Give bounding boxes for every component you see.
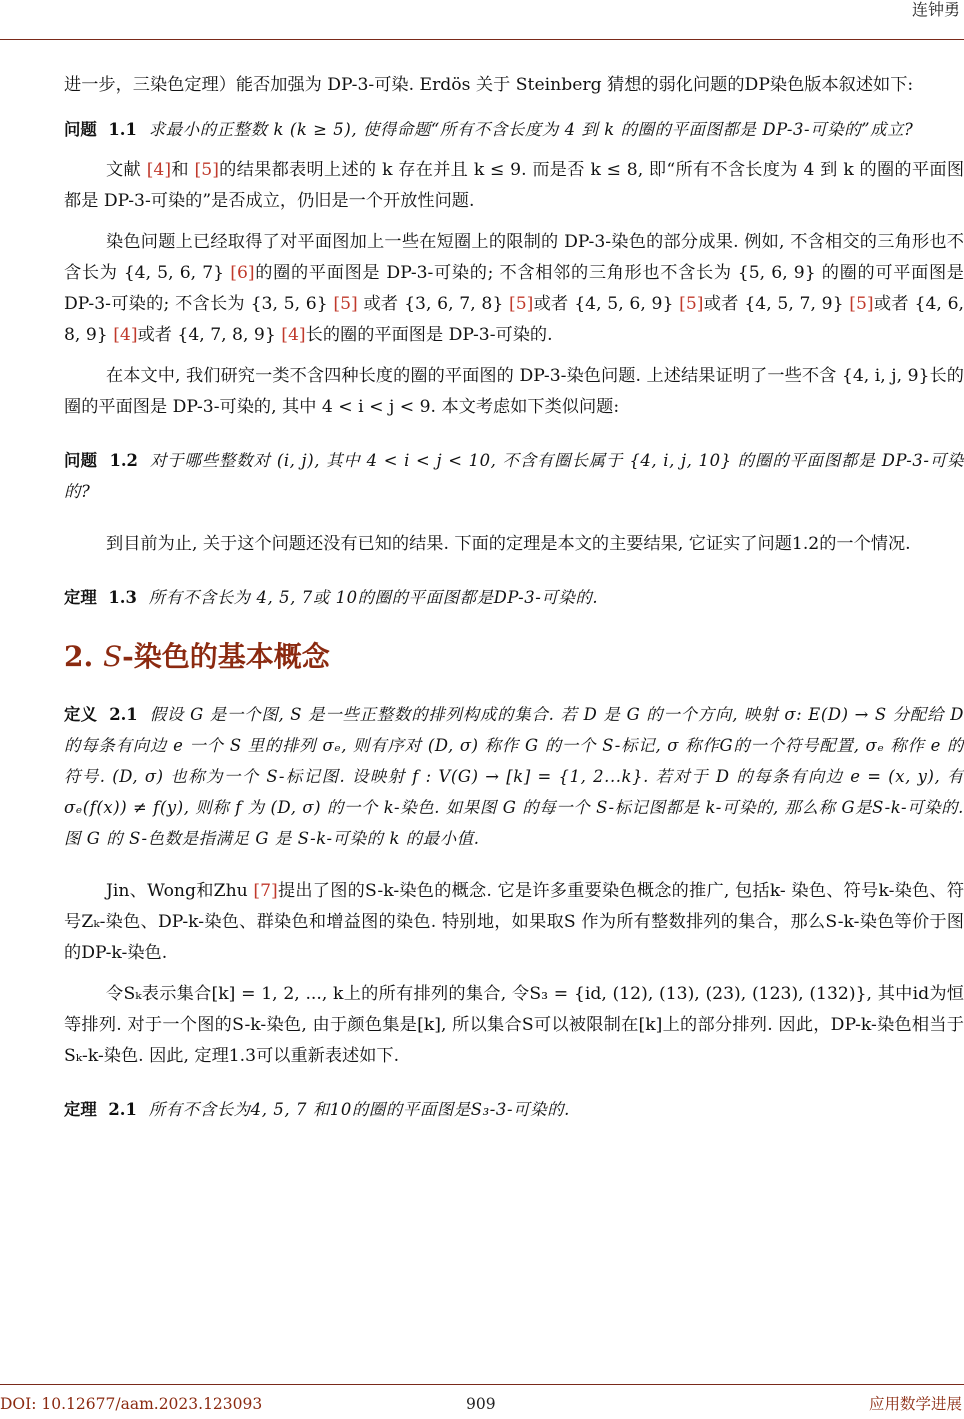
citation-link[interactable]: [4] (281, 325, 306, 345)
citation-link[interactable]: [5] (679, 294, 704, 314)
paragraph-permutations: 令Sₖ表示集合[k] = 1, 2, ..., k上的所有排列的集合, 令S₃ = {id, (12), (13), (23), (123), (132)}, 其中id为恒等排列. 对于一个图的S-k-染色, 由于颜色集是[k], 所以集合S可以被限制在[k]上的部分排列. 因此，DP-k-染色相当于Sₖ-k-染色. 因此, 定理1.3可以重新表述如下. (64, 984, 964, 1066)
problem-number: 1.1 (108, 120, 137, 139)
section-number: 2. (64, 640, 94, 673)
citation-link[interactable]: [5] (849, 294, 874, 314)
text-run: 的结果都表明上述的 k 存在并且 k ≤ 9. 而是否 k ≤ 8, 即“所有不含长度为 4 到 k 的圈的平面图都是 DP-3-可染的”是否成立，仍旧是一个开放性问题. (64, 160, 964, 211)
footer-journal-link[interactable]: 应用数学进展 (868, 1395, 962, 1413)
problem-text: 对于哪些整数对 (i, j), 其中 4 < i < j < 10, 不含有圈长属于 {4, i, j, 10} 的圈的平面图都是 DP-3-可染的? (64, 451, 964, 501)
theorem-number: 1.3 (108, 588, 137, 607)
text-run: 的圈的平面图是 DP-3-可染的; 不含相邻的三角形也不含长为 {5, 6, 9} 的圈的可平面图是 DP-3-可染的; 不含长为 {3, 5, 6} (64, 263, 964, 314)
intro-paragraph: 进一步，三染色定理）能否加强为 DP-3-可染. Erdös 关于 Steinberg 猜想的弱化问题的DP染色版本叙述如下: (64, 75, 914, 95)
definition-2-1 (64, 699, 964, 854)
page-footer (0, 1384, 964, 1415)
section-heading (64, 639, 964, 675)
footer-doi-link[interactable]: DOI: 10.12677/aam.2023.123093 (0, 1395, 263, 1413)
text-run: 提出了图的S-k-染色的概念. 它是许多重要染色概念的推广, 包括k- 染色、符号k-染色、符号Zₖ-染色、DP-k-染色、群染色和增益图的染色. 特别地，如果取S 作为所有整数排列的集合，那么S-k-染色等价于图的DP-k-染色. (64, 881, 964, 963)
running-header-author: 连钟勇 (911, 0, 960, 19)
text-run: 或者 {4, 5, 6, 9} (533, 294, 680, 314)
definition-text: 假设 G 是一个图, S 是一些正整数的排列构成的集合. 若 D 是 G 的一个方向, 映射 σ: E(D) → S 分配给 D 的每条有向边 e 一个 S 里的排列 σₑ, 则有序对 (D, σ) 称作 G 的一个 S-标记, σ 称作G的一个符号配置, σₑ 称作 e 的符号. (D, σ) 也称为一个 S-标记图. 设映射 f : V(G) → [k] = {1, 2...k}. 若对于 D 的每条有向边 e = (x, y), 有σₑ(f(x)) ≠ f(y), 则称 f 为 (D, σ) 的一个 k-染色. 如果图 G 的每一个 S-标记图都是 k-可染的, 那么称 G是S-k-可染的. 图 G 的 S-色数是指满足 G 是 S-k-可染的 k 的最小值. (64, 705, 964, 848)
text-run: 或者 {4, 7, 8, 9} (137, 325, 282, 345)
theorem-text: 所有不含长为 4, 5, 7或 10的圈的平面图都是DP-3-可染的. (148, 588, 599, 607)
problem-label: 问题 (64, 120, 97, 139)
problem-label: 问题 (64, 451, 98, 470)
citation-link[interactable]: [4] (113, 325, 138, 345)
paragraph-main-result: 到目前为止, 关于这个问题还没有已知的结果. 下面的定理是本文的主要结果, 它证实了问题1.2的一个情况. (106, 534, 911, 554)
text-run: Jin、Wong和Zhu (106, 881, 254, 901)
text-run: 和 (171, 160, 195, 180)
theorem-2-1 (64, 1094, 964, 1125)
text-run: 或者 {4, 5, 7, 9} (703, 294, 850, 314)
section-variable: S (102, 640, 123, 673)
definition-number: 2.1 (109, 705, 138, 724)
text-run: 或者 {4, 6, 8, 9} (64, 294, 964, 345)
problem-number: 1.2 (109, 451, 138, 470)
theorem-label: 定理 (64, 1100, 97, 1119)
text-run: 染色问题上已经取得了对平面图加上一些在短圈上的限制的 DP-3-染色的部分成果. 例如, 不含相交的三角形也不含长为 {4, 5, 6, 7} (64, 232, 964, 283)
citation-link[interactable]: [7] (253, 881, 278, 901)
theorem-text: 所有不含长为4, 5, 7 和10的圈的平面图是S₃-3-可染的. (148, 1100, 570, 1119)
section-title: -染色的基本概念 (122, 640, 330, 673)
paragraph-literature (64, 155, 964, 217)
citation-link[interactable]: [5] (333, 294, 358, 314)
citation-link[interactable]: [5] (194, 160, 219, 180)
problem-text: 求最小的正整数 k (k ≥ 5), 使得命题“所有不含长度为 4 到 k 的圈的平面图都是 DP-3-可染的”成立? (148, 120, 914, 139)
citation-link[interactable]: [6] (230, 263, 255, 283)
theorem-1-3 (64, 582, 964, 613)
paragraph-sk-coloring (64, 876, 964, 969)
paragraph-known-results (64, 227, 964, 351)
problem-1-1 (64, 114, 964, 145)
footer-page-number: 909 (466, 1395, 496, 1413)
problem-1-2 (64, 445, 964, 507)
text-run: 长的圈的平面图是 DP-3-可染的. (305, 325, 553, 345)
text-run: 或者 {3, 6, 7, 8} (357, 294, 509, 314)
theorem-number: 2.1 (108, 1100, 137, 1119)
header-rule (0, 39, 964, 40)
text-run: 文献 (106, 160, 147, 180)
page-body (64, 70, 964, 1125)
theorem-label: 定理 (64, 588, 97, 607)
paragraph-this-paper: 在本文中, 我们研究一类不含四种长度的圈的平面图的 DP-3-染色问题. 上述结果证明了一些不含 {4, i, j, 9}长的圈的平面图是 DP-3-可染的, 其中 4 < i < j < 9. 本文考虑如下类似问题: (64, 366, 964, 417)
citation-link[interactable]: [4] (146, 160, 172, 180)
citation-link[interactable]: [5] (508, 294, 534, 314)
definition-label: 定义 (64, 705, 98, 724)
